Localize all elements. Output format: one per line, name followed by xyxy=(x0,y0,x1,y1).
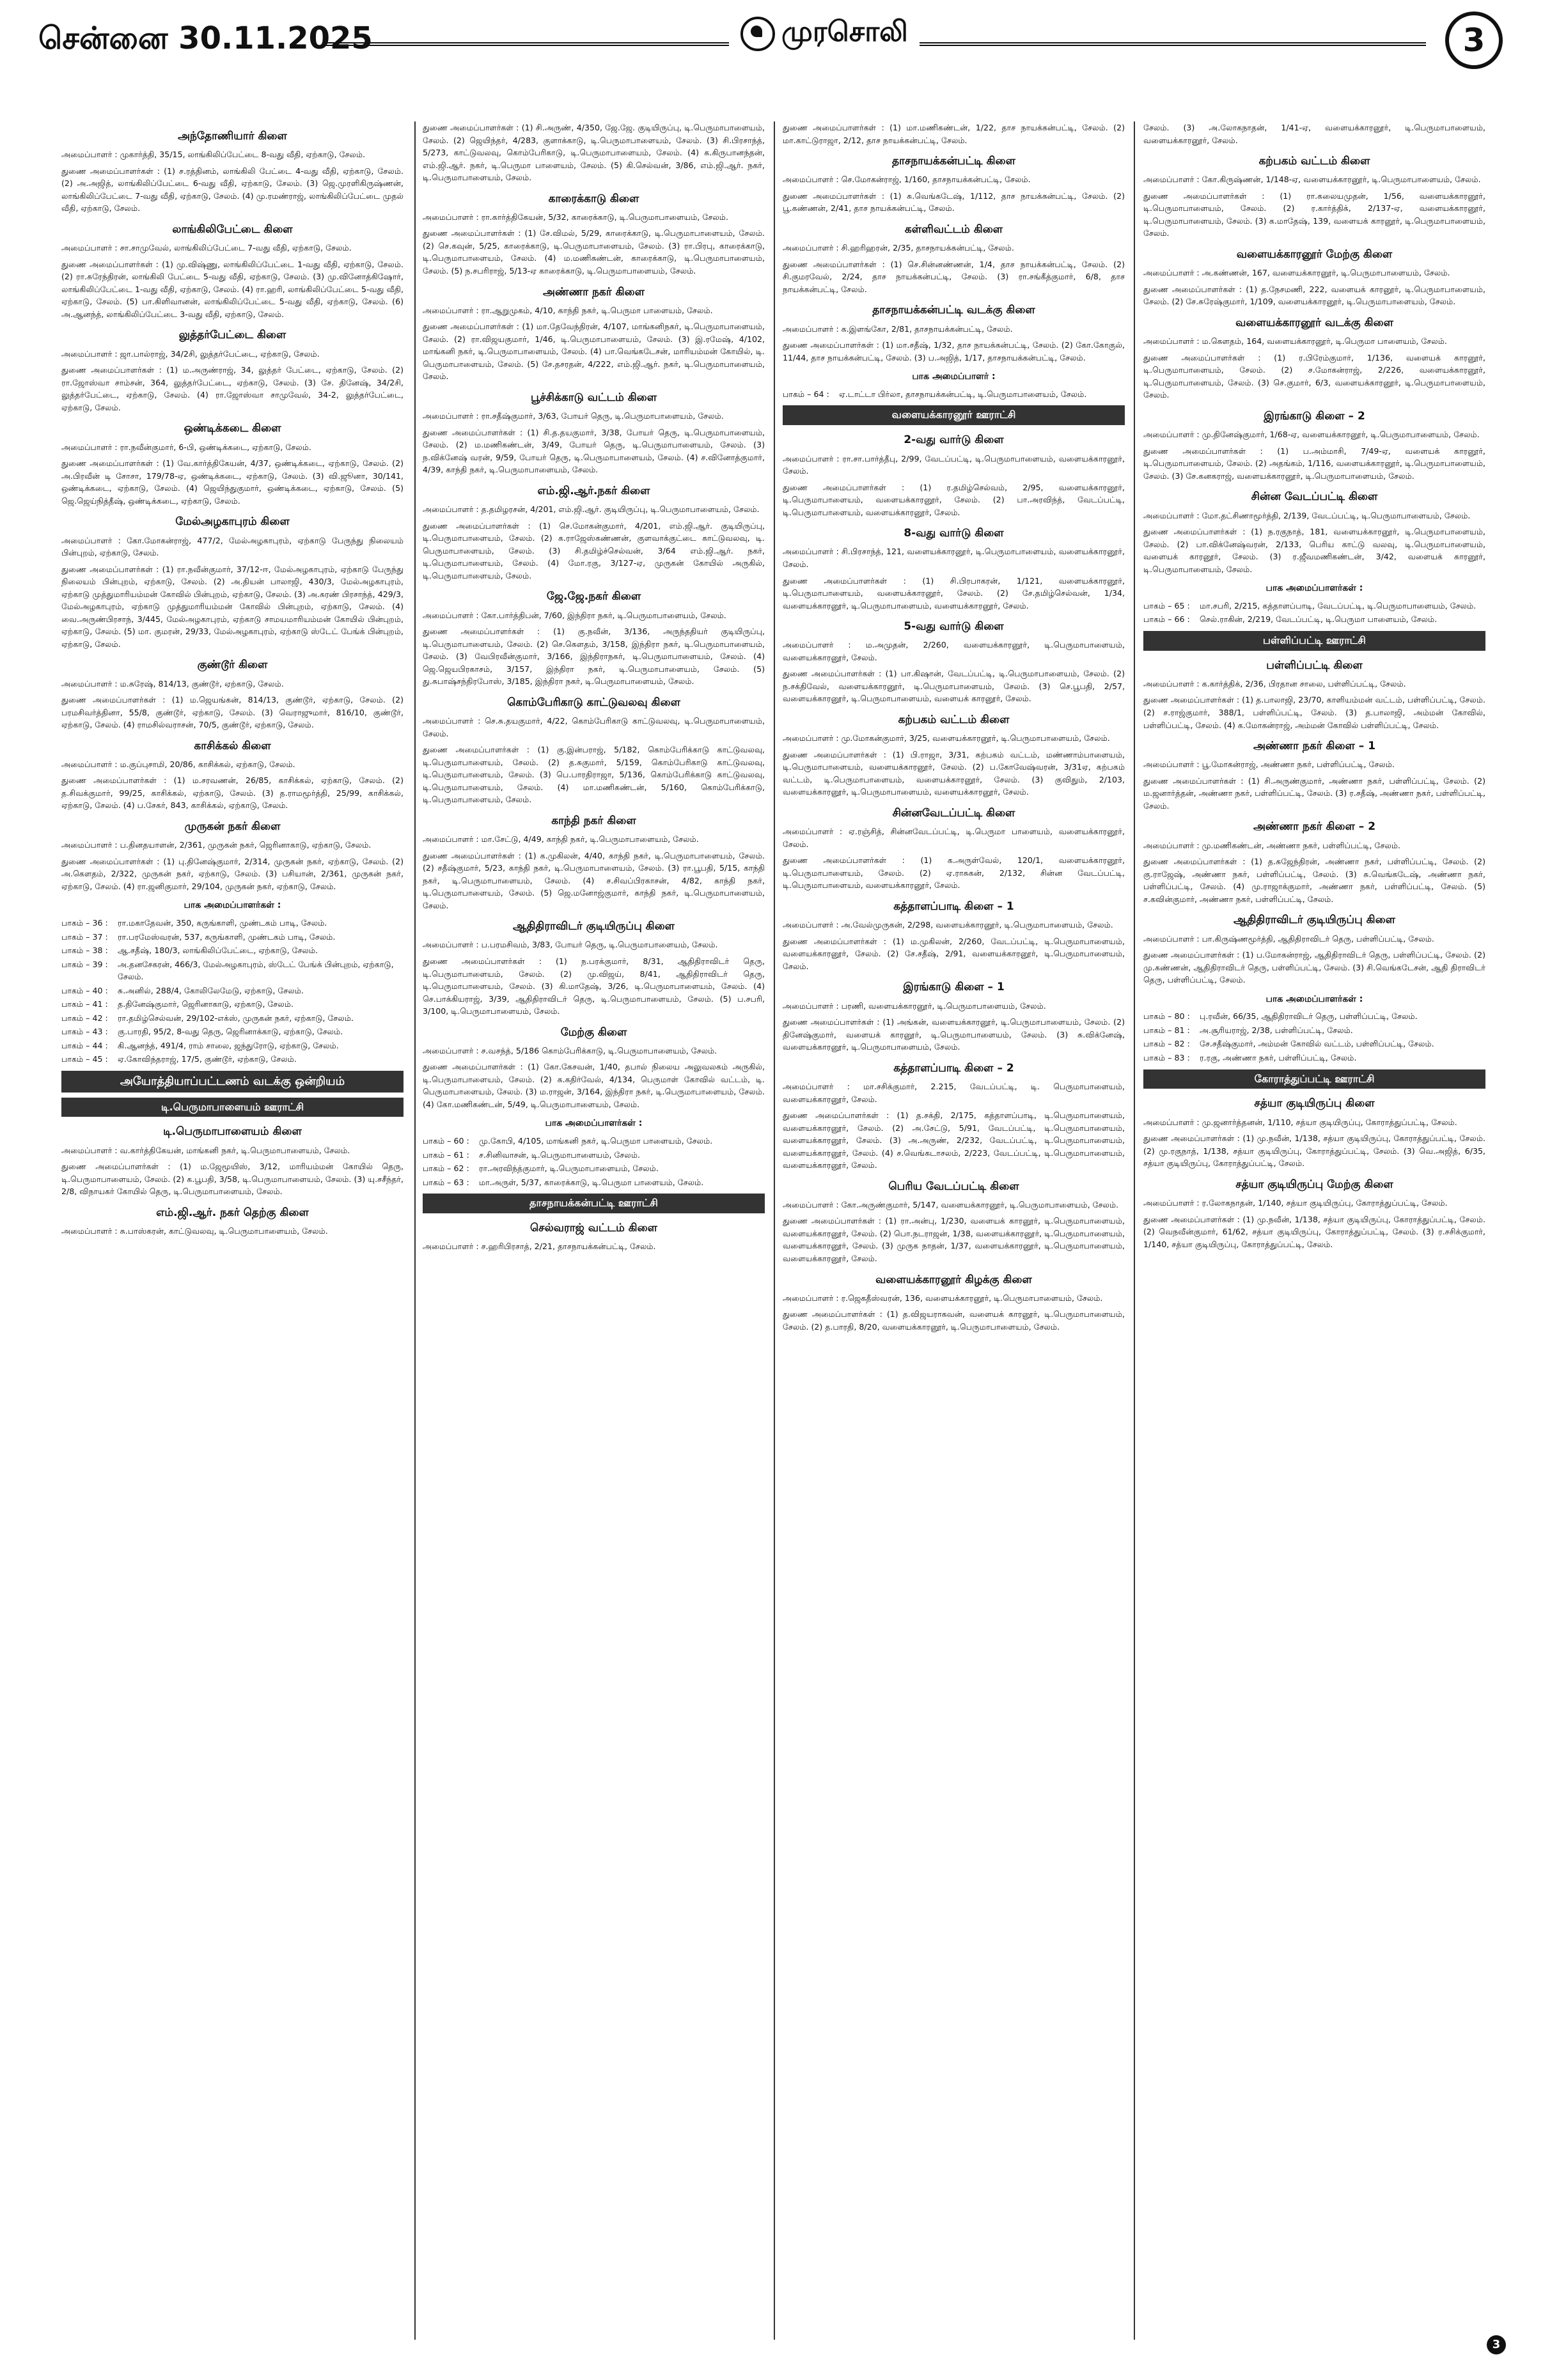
deputy-entry: துணை அமைப்பாளர்கள் : (1) மா.தேவேந்திரன், 4/107, மாங்கனிநகர், டி.பெருமாபாளையம், சேலம். (2) ரா.விஜயகுமார், 1/46, டி.பெருமாபாளையம், சேலம். (3) இ.ரமேஷ், 4/102, மாங்கனி நகர், டி.பெருமாபாளையம், சேலம். (4) பா.வெங்கடேசன், மாரியம்மன் கோயில், டி. பெருமாபாளையம், சேலம். (5) சே.தசரதன், 4/222, எம்.ஜி.ஆர். நகர், டி.பெருமாபாளையம், சேலம். xyxy=(423,322,765,382)
organizer-entry: அமைப்பாளர் : செ.சு.தயகுமார், 4/22, கொம்பேரிகாடு காட்டுவலவு, டி.பெருமாபாளையம், சேலம். xyxy=(423,716,765,738)
deputy-entry: துணை அமைப்பாளர்கள் : (1) க.அருள்வேல், 120/1, வளையக்காரனூர், டி.பெருமாபாளையம், சேலம். (2) ஏ.ராசுகன், 2/132, சின்ன வேடப்பட்டி, டி.பெருமாபாளையம், வளையக்காரனூர், சேலம். xyxy=(783,855,1125,891)
bagam-row xyxy=(61,931,403,944)
organizer-entry: அமைப்பாளர் : ரா.சா.பார்த்தீபு, 2/99, வேடப்பட்டி, டி.பெருமாபாளையம், வளையக்காரனூர், சேலம். xyxy=(783,453,1125,476)
deputy-entry: துணை அமைப்பாளர்கள் : (1) ப.அம்மாசி, 7/49-ஏ, வளையக் காரனூர், டி.பெருமாபாளையம், சேலம். (2) அதங்கம், 1/116, வளையக்காரனூர், டி.பெருமாபாளையம், சேலம். (3) சே.கனகராஜ், வளையக்காரனூர், டி.பெருமாபாளையம், சேலம். xyxy=(1143,446,1485,481)
bagam-text: சே.சதீஷ்குமார், அம்மன் கோவில் வட்டம், பள்ளிப்பட்டி, சேலம். xyxy=(1200,1039,1434,1049)
bagam-text: ரா.அரவிந்த்குமார், டி.பெருமாபாளையம், சேலம். xyxy=(479,1163,659,1174)
paper-name: முரசொலி xyxy=(781,15,908,48)
section-title: ஆதிதிராவிடர் குடியிருப்பு கிளை xyxy=(1233,914,1395,927)
section-title: மேல்அழகாபுரம் கிளை xyxy=(175,515,290,529)
columns xyxy=(61,121,1487,2346)
section-title: எம்.ஜி.ஆர். நகர் தெற்கு கிளை xyxy=(156,1206,309,1219)
organizer-entry: அமைப்பாளர் : மு.மணிகண்டன், அண்ணா நகர், பள்ளிப்பட்டி, சேலம். xyxy=(1143,840,1401,850)
bagam-number: பாகம் – 39 : xyxy=(61,959,108,969)
column-3 xyxy=(783,121,1125,2346)
deputy-entry: துணை அமைப்பாளர்கள் : (1) த.சுஜேந்திரன், அண்ணா நகர், பள்ளிப்பட்டி, சேலம். (2) கு.ராஜேஷ், அண்ணா நகர், பள்ளிப்பட்டி, சேலம். (3) சு.வெங்கடேஷ், அண்ணா நகர், பள்ளிப்பட்டி, சேலம். (4) மு.ராஜாக்குமார், அண்ணா நகர், பள்ளிப்பட்டி, சேலம். (5) ச.கவின்குமார், அண்ணா நகர், பள்ளிப்பட்டி, சேலம். xyxy=(1143,857,1485,904)
section-title: பூச்சிக்காடு வட்டம் கிளை xyxy=(530,391,657,404)
organizer-entry: அமைப்பாளர் : சி.ஹரிஹரன், 2/35, தாசநாயக்கன்பட்டி, சேலம். xyxy=(783,243,1014,253)
deputy-entry: துணை அமைப்பாளர்கள் : (1) த.நேசமணி, 222, வளையக் காரனூர், டி.பெருமாபாளையம், சேலம். (2) சே.சுரேஷ்குமார், 1/109, வளையக்காரனூர், டி.பெருமாபாளையம், சேலம். xyxy=(1143,284,1485,307)
section-title: செல்வராஜ் வட்டம் கிளை xyxy=(529,1222,658,1235)
organizer-entry: அமைப்பாளர் : மா.சேட்டு, 4/49, காந்தி நகர், டி.பெருமாபாளையம், சேலம். xyxy=(423,834,699,844)
organizer-entry: அமைப்பாளர் : கோ.மோகன்ராஜ், 477/2, மேல்அழகாபுரம், ஏற்காடு பேருந்து நிலையம் பின்புறம், ஏற்காடு, சேலம். xyxy=(61,535,403,558)
footer-page-number: 3 xyxy=(1487,2335,1506,2354)
section-title: வளையக்காரனூர் வடக்கு கிளை xyxy=(1235,316,1393,329)
bagam-text: கு.பாரதி, 95/2, 8-வது தெரு, ஜெரினாக்காடு, ஏற்காடு, சேலம். xyxy=(118,1027,343,1037)
organizer-entry: அமைப்பாளர் : சி.பிரசாந்த், 121, வளையக்காரனூர், டி.பெருமாபாளையம், வளையக்காரனூர், சேலம். xyxy=(783,547,1125,569)
bagam-list xyxy=(1143,1010,1485,1064)
organizer-entry: அமைப்பாளர் : கோ.அருண்குமார், 5/147, வளையக்காரனூர், டி.பெருமாபாளையம், சேலம். xyxy=(783,1199,1119,1209)
section-title: இரங்காடு கிளை – 1 xyxy=(903,981,1005,994)
section-title: வளையக்காரனூர் மேற்கு கிளை xyxy=(1236,247,1393,261)
bagam-row xyxy=(61,1025,403,1038)
organizer-entry: அமைப்பாளர் : ரா.கார்த்திகேயன், 5/32, காரைக்காடு, டி.பெருமாபாளையம், சேலம். xyxy=(423,212,728,222)
organizer-entry: அமைப்பாளர் : ம.குப்புசாமி, 20/86, காசிக்கல், ஏற்காடு, சேலம். xyxy=(61,759,295,769)
deputy-entry: துணை அமைப்பாளர்கள் : (1) சி.அருண்குமார், அண்ணா நகர், பள்ளிப்பட்டி, சேலம். (2) ம.ஜனார்த்தன், அண்ணா நகர், பள்ளிப்பட்டி, சேலம். (3) ர.சதீஷ், அண்ணா நகர், பள்ளிப்பட்டி, சேலம். xyxy=(1143,775,1485,811)
deputy-entry: துணை அமைப்பாளர்கள் : (1) க.முகிலன், 4/40, காந்தி நகர், டி.பெருமாபாளையம், சேலம். (2) சதீஷ்குமார், 5/23, காந்தி நகர், டி.பெருமாபாளையம், சேலம். (3) ரா.பூபதி, 5/15, காந்தி நகர், டி.பெருமாபாளையம், சேலம். (4) ச.சிவப்பிரகாசன், 4/82, காந்தி நகர், டி.பெருமாபாளையம், சேலம். (5) ஜெ.மனோஜ்குமார், காந்தி நகர், டி.பெருமாபாளையம், சேலம். xyxy=(423,850,765,910)
bagam-number: பாகம் – 61 : xyxy=(423,1149,469,1160)
deputy-entry: துணை அமைப்பாளர்கள் : (1) ம.சரவணன், 26/85, காசிக்கல், ஏற்காடு, சேலம். (2) த.சிவக்குமார், 99/25, காசிக்கல், ஏற்காடு, சேலம். (3) த.ராமமூர்த்தி, 25/99, காசிக்கல், ஏற்காடு, சேலம். (4) ப.சேகர், 843, காசிக்கல், ஏற்காடு, சேலம். xyxy=(61,775,403,811)
bagam-text: கி.ஆனந்த், 491/4, ராம் சாலை, ஜந்துரோடு, ஏற்காடு, சேலம். xyxy=(118,1040,339,1050)
organizer-entry: அமைப்பாளர் : ஏ.ரஞ்சித், சின்னவேடப்பட்டி, டி.பெருமா பாளையம், வளையக்காரனூர், சேலம். xyxy=(783,827,1125,849)
deputy-entry: துணை அமைப்பாளர்கள் : (1) ம.ஜேமூயிஸ், 3/12, மாரியம்மன் கோயில் தெரு, டி.பெருமாபாளையம், சேலம். (2) க.பூபதி, 3/58, டி.பெருமாபாளையம், சேலம். (3) யு.சசீந்தர், 2/8, விநாயகர் கோயில் தெரு, டி.பெருமாபாளையம், சேலம். xyxy=(61,1162,403,1197)
organizer-entry: அமைப்பாளர் : பூ.மோகன்ராஜ், அண்ணா நகர், பள்ளிப்பட்டி, சேலம். xyxy=(1143,759,1395,770)
bagam-number: பாகம் – 60 : xyxy=(423,1136,469,1146)
bagam-number: பாகம் – 45 : xyxy=(61,1054,108,1064)
section-title: பாக அமைப்பாளர்கள் : xyxy=(545,1118,643,1129)
organizer-entry: அமைப்பாளர் : க.கார்த்திக், 2/36, பிரதான சாலை, பள்ளிப்பட்டி, சேலம். xyxy=(1143,678,1406,688)
edition-date: சென்னை 30.11.2025 xyxy=(38,20,373,56)
section-title: டி.பெருமாபாளையம் கிளை xyxy=(163,1125,302,1139)
section-title: லுத்தர்பேட்டை கிளை xyxy=(178,329,286,342)
bagam-number: பாகம் – 38 : xyxy=(61,945,108,956)
organizer-entry: அமைப்பாளர் : த.தமிழரசன், 4/201, எம்.ஜி.ஆர். குடியிருப்பு, டி.பெருமாபாளையம், சேலம். xyxy=(423,504,760,515)
bagam-number: பாகம் – 81 : xyxy=(1143,1025,1190,1035)
deputy-entry: துணை அமைப்பாளர்கள் : (1) ச.ரத்தினம், லாங்கிலி பேட்டை 4-வது வீதி, ஏற்காடு, சேலம். (2) அ.அஜித், லாங்கிலிப்பேட்டை 6-வது வீதி, ஏற்காடு, சேலம். (3) ஜெ.முரளிகிருஷ்ணன், லாங்கிலிப்பேட்டை 7-வது வீதி, ஏற்காடு, சேலம். (4) மு.ரமண்ராஜ், லாங்கிலிப்பேட்டை முதல் வீதி, ஏற்காடு, சேலம். xyxy=(61,166,403,214)
deputy-entry: துணை அமைப்பாளர்கள் : (1) கு.நவீன், 3/136, அருந்ததியர் குடியிருப்பு, டி.பெருமாபாளையம், சேலம். (2) செ.கௌதம், 3/158, இந்திரா நகர், டி.பெருமாபாளையம், சேலம். (3) வேபிரவீன்குமார், 3/166, இந்திராநகர், டி.பெருமாபாளையம், சேலம். (4) ஜெ.ஜெயபிரகாசம், 3/157, இந்திரா நகர், டி.பெருமாபாளையம், சேலம். (5) து.சுபாஷ்சந்திரபோஸ், 3/185, இந்திரா நகர், டி.பெருமாபாளையம், சேலம். xyxy=(423,626,765,687)
deputy-entry: துணை அமைப்பாளர்கள் : (1) பு.தினேஷ்குமார், 2/314, முருகன் நகர், ஏற்காடு, சேலம். (2) அ.கௌதம், 2/322, முருகன் நகர், ஏற்காடு, சேலம். (3) பசியான், 2/361, முருகன் நகர், ஏற்காடு, சேலம். (4) ரா.ஜனிகுமார், 29/104, முருகன் நகர், ஏற்காடு, சேலம். xyxy=(61,856,403,891)
bagam-row xyxy=(423,1149,765,1162)
section-title: கொம்பேரிகாடு காட்டுவலவு கிளை xyxy=(507,696,680,709)
section-title: சத்யா குடியிருப்பு கிளை xyxy=(1254,1097,1375,1110)
organizer-entry: அமைப்பாளர் : ர.ஜெகதீஸ்வரன், 136, வளையக்காரனூர், டி.பெருமாபாளையம், சேலம். xyxy=(783,1293,1103,1303)
deputy-entry: துணை அமைப்பாளர்கள் : (1) சு.வெங்கடேஷ், 1/112, தாச நாயக்கன்பட்டி, சேலம். (2) பூ.கண்ணன், 2/41, தாச நாயக்கன்பட்டி, சேலம். xyxy=(783,191,1125,214)
deputy-entry: துணை அமைப்பாளர்கள் : (1) பா.கிஷான், வேடப்பட்டி, டி.பெருமாபாளையம், சேலம். (2) ந.சக்திவேல், வளையக்காரனூர், டி.பெருமாபாளையம், சேலம். (3) செ.பூபதி, 2/57, வளையக்காரனூர், டி.பெருமாபாளையம், வளையக் காரனூர், சேலம். xyxy=(783,669,1125,704)
section-title: ஒண்டிக்கடை கிளை xyxy=(184,422,281,435)
organizer-entry: அமைப்பாளர் : வ.கார்த்திகேயன், மாங்கனி நகர், டி.பெருமாபாளையம், சேலம். xyxy=(61,1145,350,1155)
section-title: லாங்கிலிபேட்டை கிளை xyxy=(172,222,293,236)
section-title: குண்டூர் கிளை xyxy=(197,658,268,672)
section-title: 8-வது வார்டு கிளை xyxy=(904,527,1004,540)
bagam-list xyxy=(783,388,1125,401)
organizer-entry: அமைப்பாளர் : ச.வசந்த், 5/186 கொம்பேரிக்காடு, டி.பெருமாபாளையம், சேலம். xyxy=(423,1045,717,1055)
organizer-entry: அமைப்பாளர் : ர.லோகநாதன், 1/140, சத்யா குடியிருப்பு, கோராத்துப்பட்டி, சேலம். xyxy=(1143,1198,1448,1208)
bagam-row xyxy=(1143,600,1485,612)
organizer-entry: அமைப்பாளர் : கோ.கிருஷ்ணன், 1/148-ஏ, வளையக்காரனூர், டி.பெருமாபாளையம், சேலம். xyxy=(1143,175,1481,185)
bagam-text: ஆ.சதீஷ், 180/3, லாங்கிலிப்பேட்டை, ஏற்காடு, சேலம். xyxy=(118,945,318,956)
section-title: 5-வது வார்டு கிளை xyxy=(904,620,1004,634)
organizer-entry: அமைப்பாளர் : ச.ஹரிபிரசாத், 2/21, தாசநாயக்கன்பட்டி, சேலம். xyxy=(423,1241,656,1252)
bagam-row xyxy=(61,1012,403,1025)
column-4 xyxy=(1143,121,1485,2346)
page-header xyxy=(38,12,1503,69)
deputy-entry: துணை அமைப்பாளர்கள் : (1) த.சக்தி, 2/175, கத்தாளப்பாடி, டி.பெருமாபாளையம், வளையக்காரனூர், சேலம். (2) அ.சேட்டு, 5/91, வேடப்பட்டி, டி.பெருமாபாளையம், வளையக்காரனூர், சேலம். (3) அ.அருண், 2/232, வேடப்பட்டி, டி.பெருமாபாளையம், வளையக்காரனூர், சேலம். (4) ச.வெங்கடாசலம், 2/223, வேடப்பட்டி, டி.பெருமாபாளையம், வளையக்காரனூர், சேலம். xyxy=(783,1110,1125,1171)
section-title: சின்னவேடப்பட்டி கிளை xyxy=(892,806,1015,820)
organizer-entry: அமைப்பாளர் : பா.கிருஷ்ணமூர்த்தி, ஆதிதிராவிடர் தெரு, பள்ளிப்பட்டி, சேலம். xyxy=(1143,933,1434,944)
deputy-entry: துணை அமைப்பாளர்கள் : (1) சி.த.தயகுமார், 3/38, போயர் தெரு, டி.பெருமாபாளையம், சேலம். (2) ம.மணிகண்டன், 3/49, போயர் தெரு, டி.பெருமாபாளையம், சேலம். (3) ந.விக்னேஷ் வரன், 9/59, போயர் தெரு, டி.பெருமாபாளையம், சேலம். (4) ச.வினோத்குமார், 4/39, காந்தி நகர், டி.பெருமாபாளையம், சேலம். xyxy=(423,427,765,475)
deputy-entry: துணை அமைப்பாளர்கள் : (1) செ.சின்னண்ணன், 1/4, தாச நாயக்கன்பட்டி, சேலம். (2) சி.குமரவேல், 2/24, தாச நாயக்கன்பட்டி, சேலம். (3) ரா.சங்கீத்குமார், 6/8, தாச நாயக்கன்பட்டி, சேலம். xyxy=(783,259,1125,294)
page-number-badge: 3 xyxy=(1445,12,1503,69)
deputy-entry: துணை அமைப்பாளர்கள் : (1) கு.இன்பராஜ், 5/182, கொம்பேரிக்காடு காட்டுவலவு, டி.பெருமாபாளையம், சேலம். (2) த.சுகுமார், 5/159, கொம்பேரிகாடு காட்டுவலவு, டி.பெருமாபாளையம், சேலம். (3) பெ.பாரதிராஜா, 5/136, கொம்பேரிக்காடு காட்டுவலவு, டி.பெருமாபாளையம், சேலம். (4) மா.மணிகண்டன், 5/160, கொம்பேரிக்காடு, டி.பெருமாபாளையம், சேலம். xyxy=(423,745,765,805)
organizer-entry: அமைப்பாளர் : ப.தினதயாளன், 2/361, முருகன் நகர், ஜெரினாகாடு, ஏற்காடு, சேலம். xyxy=(61,840,372,850)
organizer-entry: அமைப்பாளர் : ஜா.பால்ராஜ், 34/2சி, லுத்தர்பேட்டை, ஏற்காடு, சேலம். xyxy=(61,348,320,359)
deputy-entry: துணை அமைப்பாளர்கள் : (1) மு.விஷ்ணு, லாங்கிலிப்பேட்டை 1-வது வீதி, ஏற்காடு, சேலம். (2) ரா.சுரேந்திரன், லாங்கிலி பேட்டை 5-வது வீதி, ஏற்காடு, சேலம். (3) மு.வினோத்கிஷோர், லாங்கிலிப்பேட்டை 1-வது வீதி, ஏற்காடு, சேலம். (4) ரா.ஹரி, லாங்கிலிப்பேட்டை 5-வது வீதி, ஏற்காடு, சேலம். (5) பா.கிளிவானன், லாங்கிலிப்பேட்டை 5-வது வீதி, ஏற்காடு, சேலம். (6) அ.ஆனந்த், லாங்கிலிப்பேட்டை 3-வது வீதி, ஏற்காடு, சேலம். xyxy=(61,259,403,319)
bagam-number: பாகம் – 65 : xyxy=(1143,600,1190,611)
bagam-text: சு.அனில், 288/4, கோலிலேமேடு, ஏற்காடு, சேலம். xyxy=(118,985,304,995)
organizer-entry: அமைப்பாளர் : மு.தினேஷ்குமார், 1/68-ஏ, வளையக்காரனூர், டி.பெருமாபாளையம், சேலம். xyxy=(1143,430,1480,440)
section-title: அண்ணா நகர் கிளை xyxy=(543,285,645,299)
section-title: 2-வது வார்டு கிளை xyxy=(904,433,1004,447)
deputy-entry: துணை அமைப்பாளர்கள் : (1) சி.அருண், 4/350, ஜே.ஜே. குடியிருப்பு, டி.பெருமாபாளையம், சேலம். (2) ஜெயிந்தர், 4/283, குளாக்காடு, டி.பெருமாபாளையம், சேலம். (3) சி.பிரசாந்த், 5/273, காட்டுவலவு, கொம்பேரிகாடு, டி.பெருமாபாளையம், சேலம். (4) க.கிருபானந்தன், எம்.ஜி.ஆர். நகர், டி.பெருமா பாளையம், சேலம். (5) கி.செல்வன், 3/86, எம்.ஜி.ஆர். நகர், டி.பெருமாபாளையம், சேலம். xyxy=(423,123,765,183)
bagam-text: ரா.மகாதேவன், 350, கருங்காளி, முண்டகம் பாடி, சேலம். xyxy=(118,918,327,928)
section-title: இரங்காடு கிளை – 2 xyxy=(1264,409,1365,423)
deputy-entry: துணை அமைப்பாளர்கள் : (1) அங்கன், வளையக்காரனூர், டி.பெருமாபாளையம், சேலம். (2) தினேஷ்குமார், வளையக் காரனூர், டி.பெருமாபாளையம், சேலம். (3) சு.விக்னேஷ், வளையக்காரனூர், டி.பெருமாபாளையம், சேலம். xyxy=(783,1017,1125,1052)
section-title: அண்ணா நகர் கிளை – 2 xyxy=(1253,820,1376,834)
section-title: பாக அமைப்பாளர்கள் : xyxy=(184,900,281,911)
column-2 xyxy=(423,121,765,2346)
column-1 xyxy=(61,121,403,2346)
organizer-entry: அமைப்பாளர் : செ.மோகன்ராஜ், 1/160, தாசநாயக்கன்பட்டி, சேலம். xyxy=(783,175,1031,185)
section-title: வளையக்காரனூர் கிழக்கு கிளை xyxy=(875,1273,1032,1286)
section-title: ஆதிதிராவிடர் குடியிருப்பு கிளை xyxy=(512,920,675,933)
deputy-entry: துணை அமைப்பாளர்கள் : (1) செ.மோகன்குமார், 4/201, எம்.ஜி.ஆர். குடியிருப்பு, டி.பெருமாபாளையம், சேலம். (2) க.ராஜேஸ்கண்ணன், குளவாக்குட்டை காட்டுவலவு, டி. பெருமாபாளையம், சேலம். (3) சி.தமிழ்ச்செல்வன், 3/64 எம்.ஜி.ஆர். நகர், டி.பெருமாபாளையம், சேலம். (4) மோ.ரகு, 3/127-ஏ, முருகன் கோயில் அருகில், டி.பெருமாபாளையம், சேலம். xyxy=(423,520,765,580)
bagam-number: பாகம் – 43 : xyxy=(61,1027,108,1037)
deputy-entry: துணை அமைப்பாளர்கள் : (1) ம.முகிலன், 2/260, வேடப்பட்டி, டி.பெருமாபாளையம், வளையக்காரனூர், சேலம். (2) சே.சதீஷ், 2/91, வளையக்காரனூர், டி.பெருமாபாளையம், சேலம். xyxy=(783,936,1125,971)
bagam-row xyxy=(61,944,403,957)
organizer-entry: அமைப்பாளர் : ரா.சதீஷ்குமார், 3/63, போயர் தெரு, டி.பெருமாபாளையம், சேலம். xyxy=(423,411,724,421)
bagam-text: அ.சூரியராஜ், 2/38, பள்ளிப்பட்டி, சேலம். xyxy=(1200,1025,1353,1035)
bagam-row xyxy=(61,1039,403,1052)
bagam-row xyxy=(423,1135,765,1147)
bagam-row xyxy=(61,958,403,983)
bagam-text: ஏ.கோவிந்தராஜ், 17/5, குண்டூர், ஏற்காடு, சேலம். xyxy=(118,1054,297,1064)
section-title: சின்ன வேடப்பட்டி கிளை xyxy=(1251,490,1378,504)
organizer-entry: அமைப்பாளர் : மு.ஜனார்த்தனன், 1/110, சத்யா குடியிருப்பு, கோராத்துப்பட்டி, சேலம். xyxy=(1143,1117,1457,1127)
organizer-entry: அமைப்பாளர் : ம.அமுதன், 2/260, வளையக்காரனூர், டி.பெருமாபாளையம், வளையக்காரனூர், சேலம். xyxy=(783,640,1125,662)
logo-icon xyxy=(740,17,775,51)
bagam-row xyxy=(783,388,1125,401)
section-title: கற்பகம் வட்டம் கிளை xyxy=(1258,155,1370,168)
bagam-number: பாகம் – 63 : xyxy=(423,1177,469,1187)
section-title: பெரிய வேடப்பட்டி கிளை xyxy=(888,1179,1019,1193)
bagam-text: த.தினேஷ்குமார், ஜெரினாகாடு, ஏற்காடு, சேலம். xyxy=(118,999,294,1009)
bagam-text: செல்.ராகின், 2/219, வேடப்பட்டி, டி.பெருமா பாளையம், சேலம். xyxy=(1200,614,1437,625)
deputy-entry: துணை அமைப்பாளர்கள் : (1) சே.விமல், 5/29, காரைக்காடு, டி.பெருமாபாளையம், சேலம். (2) செ.கவுன், 5/25, காரைக்காடு, டி.பெருமாபாளையம், சேலம். (3) ரா.பிரபு, காரைக்காடு, டி.பெருமாபாளையம், சேலம். (4) ம.மணிகண்டன், காரைக்காடு, டி.பெருமாபாளையம், சேலம். (5) ந.சபரிராஜ், 5/13-ஏ காரைக்காடு, டி.பெருமாபாளையம், சேலம். xyxy=(423,228,765,276)
panchayat-banner: பள்ளிப்பட்டி ஊராட்சி xyxy=(1143,631,1485,651)
masthead xyxy=(729,15,920,52)
bagam-row xyxy=(61,998,403,1011)
bagam-row xyxy=(423,1162,765,1175)
organizer-entry: அமைப்பாளர் : ம.சுரேஷ், 814/13, குண்டூர், ஏற்காடு, சேலம். xyxy=(61,678,284,688)
bagam-text: மா.சபரி, 2/215, கத்தாளப்பாடி, வேடப்பட்டி, டி.பெருமாபாளையம், சேலம். xyxy=(1200,600,1476,611)
deputy-entry: துணை அமைப்பாளர்கள் : (1) பி.ராஜா, 3/31, கற்பகம் வட்டம், மண்ணாம்பாளையம், டி.பெருமாபாளையம், வளையக்காரனூர், சேலம். (2) ப.கோவேஷ்வரன், 3/31ஏ, கற்பகம் வட்டம், டி.பெருமாபாளையம், வளையக்காரனூர், சேலம். (3) குவிதும், 2/103, வளையக்காரனூர், டி.பெருமாபாளையம், வளையக்காரனூர், சேலம். xyxy=(783,749,1125,797)
bagam-number: பாகம் – 64 : xyxy=(783,389,829,399)
deputy-entry: துணை அமைப்பாளர்கள் : (1) சி.பிரபாகரன், 1/121, வளையக்காரனூர், டி.பெருமாபாளையம், வளையக்காரனூர், சேலம். (2) சே.தமிழ்செல்வன், 1/34, வளையக்காரனூர், டி.பெருமாபாளையம், வளையக்காரனூர், சேலம். xyxy=(783,575,1125,611)
section-title: அந்தோணியார் கிளை xyxy=(178,130,287,143)
bagam-text: ர.ரகு, அண்ணா நகர், பள்ளிப்பட்டி, சேலம். xyxy=(1200,1052,1357,1062)
section-title: பள்ளிப்பட்டி கிளை xyxy=(1266,658,1363,672)
section-title: கத்தாளப்பாடி கிளை – 1 xyxy=(893,899,1014,913)
deputy-entry: துணை அமைப்பாளர்கள் : (1) ம.அருண்ராஜ், 34, லுத்தர் பேட்டை, ஏற்காடு, சேலம். (2) ரா.ஜோஸ்வா சாம்சன், 364, லுத்தர்பேட்டை, ஏற்காடு, சேலம். (3) சே. தினேஷ், 34/2சி, லுத்தர்பேட்டை, ஏற்காடு, சேலம். (4) ரா.ஜோஸ்வா சாமுவேல், 34-2, லுத்தர்பேட்டை, ஏற்காடு, சேலம். xyxy=(61,365,403,412)
bagam-number: பாகம் – 62 : xyxy=(423,1163,469,1174)
deputy-entry: துணை அமைப்பாளர்கள் : (1) ரா.அன்பு, 1/230, வளையக் காரனூர், டி.பெருமாபாளையம், வளையக்காரனூர், சேலம். (2) பொ.நடராஜன், 1/38, வளையக்காரனூர், டி.பெருமாபாளையம், வளையக்காரனூர், சேலம். (3) முருக நாதன், 1/37, வளையக்காரனூர், டி.பெருமாபாளையம், வளையக்காரனூர், சேலம். xyxy=(783,1216,1125,1263)
deputy-entry: துணை அமைப்பாளர்கள் : (1) மா.மணிகண்டன், 1/22, தாச நாயக்கன்பட்டி, சேலம். (2) மா.காட்டுராஜா, 2/12, தாச நாயக்கன்பட்டி, சேலம். xyxy=(783,123,1125,145)
organizer-entry: அமைப்பாளர் : ரா.நவீன்குமார், 6-பி, ஒண்டிக்கடை, ஏற்காடு, சேலம். xyxy=(61,442,311,452)
bagam-text: ரா.தமிழ்செல்வன், 29/102-எக்ஸ், முருகன் நகர், ஏற்காடு, சேலம். xyxy=(118,1013,354,1023)
bagam-text: மா.அருள், 5/37, காரைக்காடு, டி.பெருமா பாளையம், சேலம். xyxy=(479,1177,704,1187)
bagam-row xyxy=(61,917,403,929)
organizer-entry: அமைப்பாளர் : மோ.தட்சிணாமூர்த்தி, 2/139, வேடப்பட்டி, டி.பெருமாபாளையம், சேலம். xyxy=(1143,510,1471,520)
deputy-entry: துணை அமைப்பாளர்கள் : (1) வே.கார்த்திகேயன், 4/37, ஒண்டிக்கடை, ஏற்காடு, சேலம். (2) அ.பிரவீன் டி சோசா, 179/78-ஏ, ஒண்டிக்கடை, ஏற்காடு, சேலம். (3) வி.ஜூனா, 30/141, ஒண்டிக்கடை, ஏற்காடு, சேலம். (4) ஜெயிந்துகுமார், ஒண்டிக்கடை, ஏற்காடு, சேலம். (5) ஜெ.ஜெய்நித்தீஷ், ஒண்டிக்கடை, ஏற்காடு, சேலம். xyxy=(61,458,403,506)
panchayat-banner: டி.பெருமாபாளையம் ஊராட்சி xyxy=(61,1098,403,1117)
bagam-row xyxy=(423,1176,765,1189)
section-title: கற்பகம் வட்டம் கிளை xyxy=(898,713,1010,726)
organizer-entry: அமைப்பாளர் : மு.மோகன்குமார், 3/25, வளையக்காரனூர், டி.பெருமாபாளையம், சேலம். xyxy=(783,733,1110,743)
deputy-entry: துணை அமைப்பாளர்கள் : (1) த.விஜயராகவன், வளையக் காரனூர், டி.பெருமாபாளையம், சேலம். (2) த.பாரதி, 8/20, வளையக்காரனூர், டி.பெருமாபாளையம், சேலம். xyxy=(783,1309,1125,1332)
bagam-number: பாகம் – 40 : xyxy=(61,985,108,995)
organizer-entry: அமைப்பாளர் : ரா.ஆறுமுகம், 4/10, காந்தி நகர், டி.பெருமா பாளையம், சேலம். xyxy=(423,305,713,315)
section-title: தாசநாயக்கன்பட்டி கிளை xyxy=(892,155,1015,168)
bagam-number: பாகம் – 42 : xyxy=(61,1013,108,1023)
organizer-entry: அமைப்பாளர் : சு.பாஸ்கரன், காட்டுவலவு, டி.பெருமாபாளையம், சேலம். xyxy=(61,1226,328,1236)
organizer-entry: அமைப்பாளர் : முகார்த்தி, 35/15, லாங்கிலிப்பேட்டை 8-வது வீதி, ஏற்காடு, சேலம். xyxy=(61,150,366,160)
bagam-row xyxy=(1143,1038,1485,1050)
deputy-entry: துணை அமைப்பாளர்கள் : (1) ம.ஜெயங்கன், 814/13, குண்டூர், ஏற்காடு, சேலம். (2) பரமசிவர்த்தினா, 55/8, குண்டூர், ஏற்காடு, சேலம். (3) வெராஜுமார், 816/10, குண்டூர், ஏற்காடு, சேலம். (4) ராமசில்வராசன், 70/5, குண்டூர், ஏற்காடு, சேலம். xyxy=(61,695,403,730)
organizer-entry: அமைப்பாளர் : பரணி, வளையக்காரனூர், டி.பெருமாபாளையம், சேலம். xyxy=(783,1000,1046,1011)
deputy-entry: சேலம். (3) அ.லோகநாதன், 1/41-ஏ, வளையக்காரனூர், டி.பெருமாபாளையம், வளையக்காரனூர், சேலம். xyxy=(1143,123,1485,145)
organizer-entry: அமைப்பாளர் : சா.சாமுவேல், லாங்கிலிப்பேட்டை 7-வது வீதி, ஏற்காடு, சேலம். xyxy=(61,243,352,253)
deputy-entry: துணை அமைப்பாளர்கள் : (1) த.பாலாஜி, 23/70, காளியம்மன் வட்டம், பள்ளிப்பட்டி, சேலம். (2) ச.ராஜ்குமார், 388/1, பள்ளிப்பட்டி, சேலம். (3) த.பாலாஜி, அம்மன் கோவில், பள்ளிப்பட்டி, சேலம். (4) க.மோகன்ராஜ், அம்மன் கோவில் பள்ளிப்பட்டி, சேலம். xyxy=(1143,695,1485,730)
bagam-row xyxy=(1143,1010,1485,1023)
deputy-entry: துணை அமைப்பாளர்கள் : (1) ரா.நவீன்குமார், 37/12-ஈ, மேல்அழகாபுரம், ஏற்காடு பேருந்து நிலையம் பின்புறம், ஏற்காடு, சேலம். (2) அ.தியன் பாலாஜி, 430/3, மேல்அழகாபுரம், ஏற்காடு முத்துமாரியம்மன் கோவில் பின்புறம், ஏற்காடு, சேலம். (3) அ.சுரண் பிரசாந்த், 429/3, மேல்அழகாபுரம், ஏற்காடு முத்துமாரியம்மன் கோவில் பின்புறம், ஏற்காடு, சேலம். (4) வை.அருண்பிரசாந், 3/445, மேல்அழகாபுரம், ஏற்காடு சாமயமாரியம்மன் கோயில் பின்புறம், ஏற்காடு, சேலம். (5) மா. குமரன், 29/33, மேல்அழகாபுரம், ஏற்காடு ஸ்டேட் பேங்க் பின்புறம், ஏற்காடு, சேலம். xyxy=(61,564,403,649)
section-title: பாக அமைப்பாளர்கள் : xyxy=(1265,583,1363,594)
organizer-entry: அமைப்பாளர் : அ.வேல்முருகன், 2/298, வளையக்காரனூர், டி.பெருமாபாளையம், சேலம். xyxy=(783,920,1113,930)
bagam-list xyxy=(61,917,403,1066)
section-title: மேற்கு கிளை xyxy=(560,1025,627,1039)
section-title: அண்ணா நகர் கிளை – 1 xyxy=(1253,740,1376,753)
organizer-entry: அமைப்பாளர் : அ.கண்ணன், 167, வளையக்காரனூர், டி.பெருமாபாளையம், சேலம். xyxy=(1143,268,1450,278)
organizer-entry: அமைப்பாளர் : ம.கௌதம், 164, வளையக்காரனூர், டி.பெருமா பாளையம், சேலம். xyxy=(1143,336,1447,346)
bagam-number: பாகம் – 82 : xyxy=(1143,1039,1190,1049)
bagam-text: அ.தனசேகரன், 466/3, மேல்அழகாபுரம், ஸ்டேட் பேங்க் பின்புறம், ஏற்காடு, சேலம். xyxy=(118,959,394,982)
deputy-entry: துணை அமைப்பாளர்கள் : (1) ந.பரக்குமார், 8/31, ஆதிதிராவிடர் தெரு, டி.பெருமாபாளையம், சேலம். (2) மு.விஜய், 8/41, ஆதிதிராவிடர் தெரு, டி.பெருமாபாளையம், சேலம். (3) கி.மாதேஷ், 3/26, டி.பெருமாபாளையம், சேலம். (4) செ.பாக்கியராஜ், 3/39, ஆதிதிராவிடர் தெரு, டி.பெருமாபாளையம், சேலம். (5) ப.சபரி, 3/100, டி.பெருமாபாளையம், சேலம். xyxy=(423,956,765,1016)
section-title: காந்தி நகர் கிளை xyxy=(551,814,636,827)
deputy-entry: துணை அமைப்பாளர்கள் : (1) கோ.கேசவன், 1/40, தபால் நிலைய அலுவலகம் அருகில், டி.பெருமாபாளையம், சேலம். (2) க.கதிர்வேல், 4/134, பெருமாள் கோவில் வட்டம், டி. பெருமாபாளையம், சேலம். (3) ம.ராஜன், 3/164, இந்திரா நகர், டி.பெருமாபாளையம், சேலம். (4) கோ.மணிகண்டன், 5/49, டி.பெருமாபாளையம், சேலம். xyxy=(423,1062,765,1109)
deputy-entry: துணை அமைப்பாளர்கள் : (1) ப.மோகன்ராஜ், ஆதிதிராவிடர் தெரு, பள்ளிப்பட்டி, சேலம். (2) மு.கண்ணன், ஆதிதிராவிடர் தெரு, பள்ளிப்பட்டி, சேலம். (3) சி.வெங்கடேசன், ஆதி திராவிடர் தெரு, பள்ளிப்பட்டி, சேலம். xyxy=(1143,950,1485,985)
bagam-row xyxy=(1143,1024,1485,1037)
bagam-row xyxy=(61,984,403,997)
bagam-list xyxy=(1143,600,1485,626)
deputy-entry: துணை அமைப்பாளர்கள் : (1) ரா.கலையமுதன், 1/56, வளையக்காரனூர், டி.பெருமாபாளையம், சேலம். (2) ர.கார்த்திக், 2/137-ஏ, வளையக்காரனூர், டி.பெருமாபாளையம், சேலம். (3) க.மாதேஷ், 139, வளையக் காரனூர், டி.பெருமாபாளையம், சேலம். xyxy=(1143,191,1485,238)
organizer-entry: அமைப்பாளர் : மா.சசிக்குமார், 2.215, வேடப்பட்டி, டி. பெருமாபாளையம், வளையக்காரனூர், சேலம். xyxy=(783,1081,1125,1104)
deputy-entry: துணை அமைப்பாளர்கள் : (1) மு.நவீன், 1/138, சத்யா குடியிருப்பு, கோராத்துப்பட்டி, சேலம். (2) மு.ரகுநாத், 1/138, சத்யா குடியிருப்பு, கோராத்துப்பட்டி, சேலம். (3) வெ.அஜித், 6/35, சத்யா குடியிருப்பு, கோராத்துப்பட்டி, சேலம். xyxy=(1143,1133,1485,1169)
bagam-text: மு.கோபி, 4/105, மாங்கனி நகர், டி.பெருமா பாளையம், சேலம். xyxy=(479,1136,713,1146)
section-title: பாக அமைப்பாளர் : xyxy=(912,371,996,382)
bagam-list xyxy=(423,1135,765,1188)
organizer-entry: அமைப்பாளர் : ப.பரமசிவம், 3/83, போயர் தெரு, டி.பெருமாபாளையம், சேலம். xyxy=(423,940,718,950)
bagam-text: பு.ரவீன், 66/35, ஆதிதிராவிடர் தெரு, பள்ளிப்பட்டி, சேலம். xyxy=(1200,1011,1418,1022)
bagam-number: பாகம் – 83 : xyxy=(1143,1052,1190,1062)
bagam-row xyxy=(61,1053,403,1066)
union-banner: அயோத்தியாப்பட்டணம் வடக்கு ஒன்றியம் xyxy=(61,1071,403,1093)
bagam-number: பாகம் – 80 : xyxy=(1143,1011,1190,1022)
bagam-number: பாகம் – 41 : xyxy=(61,999,108,1009)
panchayat-banner: கோராத்துப்பட்டி ஊராட்சி xyxy=(1143,1069,1485,1089)
deputy-entry: துணை அமைப்பாளர்கள் : (1) ர.தமிழ்செல்வம், 2/95, வளையக்காரனூர், டி.பெருமாபாளையம், வளையக்காரனூர், சேலம். (2) பா.அரவிந்த், வேடப்பட்டி, டி.பெருமாபாளையம், வளையக்காரனூர், சேலம். xyxy=(783,482,1125,517)
bagam-text: ரா.பரமேஸ்வரன், 537, கருங்காளி, முண்டகம் பாடி, சேலம். xyxy=(118,931,336,942)
section-title: பாக அமைப்பாளர்கள் : xyxy=(1265,993,1363,1004)
organizer-entry: அமைப்பாளர் : கோ.பார்த்திபன், 7/60, இந்திரா நகர், டி.பெருமாபாளையம், சேலம். xyxy=(423,610,726,620)
section-title: ஜே.ஜே.நகர் கிளை xyxy=(546,590,641,603)
bagam-text: ச.சினிவாசன், டி.பெருமாபாளையம், சேலம். xyxy=(479,1149,640,1160)
bagam-number: பாகம் – 44 : xyxy=(61,1040,108,1050)
deputy-entry: துணை அமைப்பாளர்கள் : (1) ந.ரகுநாத், 181, வளையக்காரனூர், டி.பெருமாபாளையம், சேலம். (2) பா.விக்னேஷ்வரன், 2/133, பெரிய காட்டு வலவு, டி.பெருமாபாளையம், வளையக் காரனூர், சேலம். (3) ர.ஜீவமணிகண்டன், 3/42, வளையக் காரனூர், டி.பெருமாபாளையம், சேலம். xyxy=(1143,527,1485,574)
section-title: காசிக்கல் கிளை xyxy=(194,739,271,752)
deputy-entry: துணை அமைப்பாளர்கள் : (1) ர.பிரேம்குமார், 1/136, வளையக் காரனூர், டி.பெருமாபாளையம், சேலம். (2) ச.மோகன்ராஜ், 2/226, வளையக்காரனூர், டி.பெருமாபாளையம், சேலம். (3) செ.குமார், 6/3, வளையக்காரனூர், டி.பெருமாபாளையம், சேலம். xyxy=(1143,352,1485,400)
section-title: கள்ளிவட்டம் கிளை xyxy=(904,222,1003,236)
section-title: எம்.ஜி.ஆர்.நகர் கிளை xyxy=(537,484,650,497)
section-title: சத்யா குடியிருப்பு மேற்கு கிளை xyxy=(1235,1178,1393,1191)
bagam-number: பாகம் – 37 : xyxy=(61,931,108,942)
bagam-row xyxy=(1143,613,1485,626)
deputy-entry: துணை அமைப்பாளர்கள் : (1) மா.சதீஷ், 1/32, தாச நாயக்கன்பட்டி, சேலம். (2) கோ.கோகுல், 11/44, தாச நாயக்கன்பட்டி, சேலம். (3) ப.அஜித், 1/17, தாசநாயக்கன்பட்டி, சேலம். xyxy=(783,340,1125,362)
section-title: முருகன் நகர் கிளை xyxy=(184,820,281,833)
bagam-text: ஏ.டாட்டா பிர்லா, தாசநாயக்கன்பட்டி, டி.பெருமாபாளையம், சேலம். xyxy=(839,389,1087,399)
panchayat-banner: வளையக்காரனூர் ஊராட்சி xyxy=(783,405,1125,425)
organizer-entry: அமைப்பாளர் : க.இளங்கோ, 2/81, தாசநாயக்கன்பட்டி, சேலம். xyxy=(783,323,1013,334)
section-title: தாசநாயக்கன்பட்டி வடக்கு கிளை xyxy=(872,304,1035,317)
bagam-number: பாகம் – 66 : xyxy=(1143,614,1190,625)
section-title: கத்தாளப்பாடி கிளை – 2 xyxy=(893,1061,1014,1075)
panchayat-banner: தாசநாயக்கன்பட்டி ஊராட்சி xyxy=(423,1194,765,1213)
bagam-row xyxy=(1143,1052,1485,1064)
bagam-number: பாகம் – 36 : xyxy=(61,918,108,928)
section-title: காரைக்காடு கிளை xyxy=(548,192,639,205)
deputy-entry: துணை அமைப்பாளர்கள் : (1) மு.நவீன், 1/138, சத்யா குடியிருப்பு, கோராத்துப்பட்டி, சேலம். (2) வெநவீன்குமார், 61/62, சத்யா குடியிருப்பு, கோராத்துப்பட்டி, சேலம். (3) ர.சசிக்குமார், 1/140, சத்யா குடியிருப்பு, கோராத்துப்பட்டி, சேலம். xyxy=(1143,1214,1485,1249)
